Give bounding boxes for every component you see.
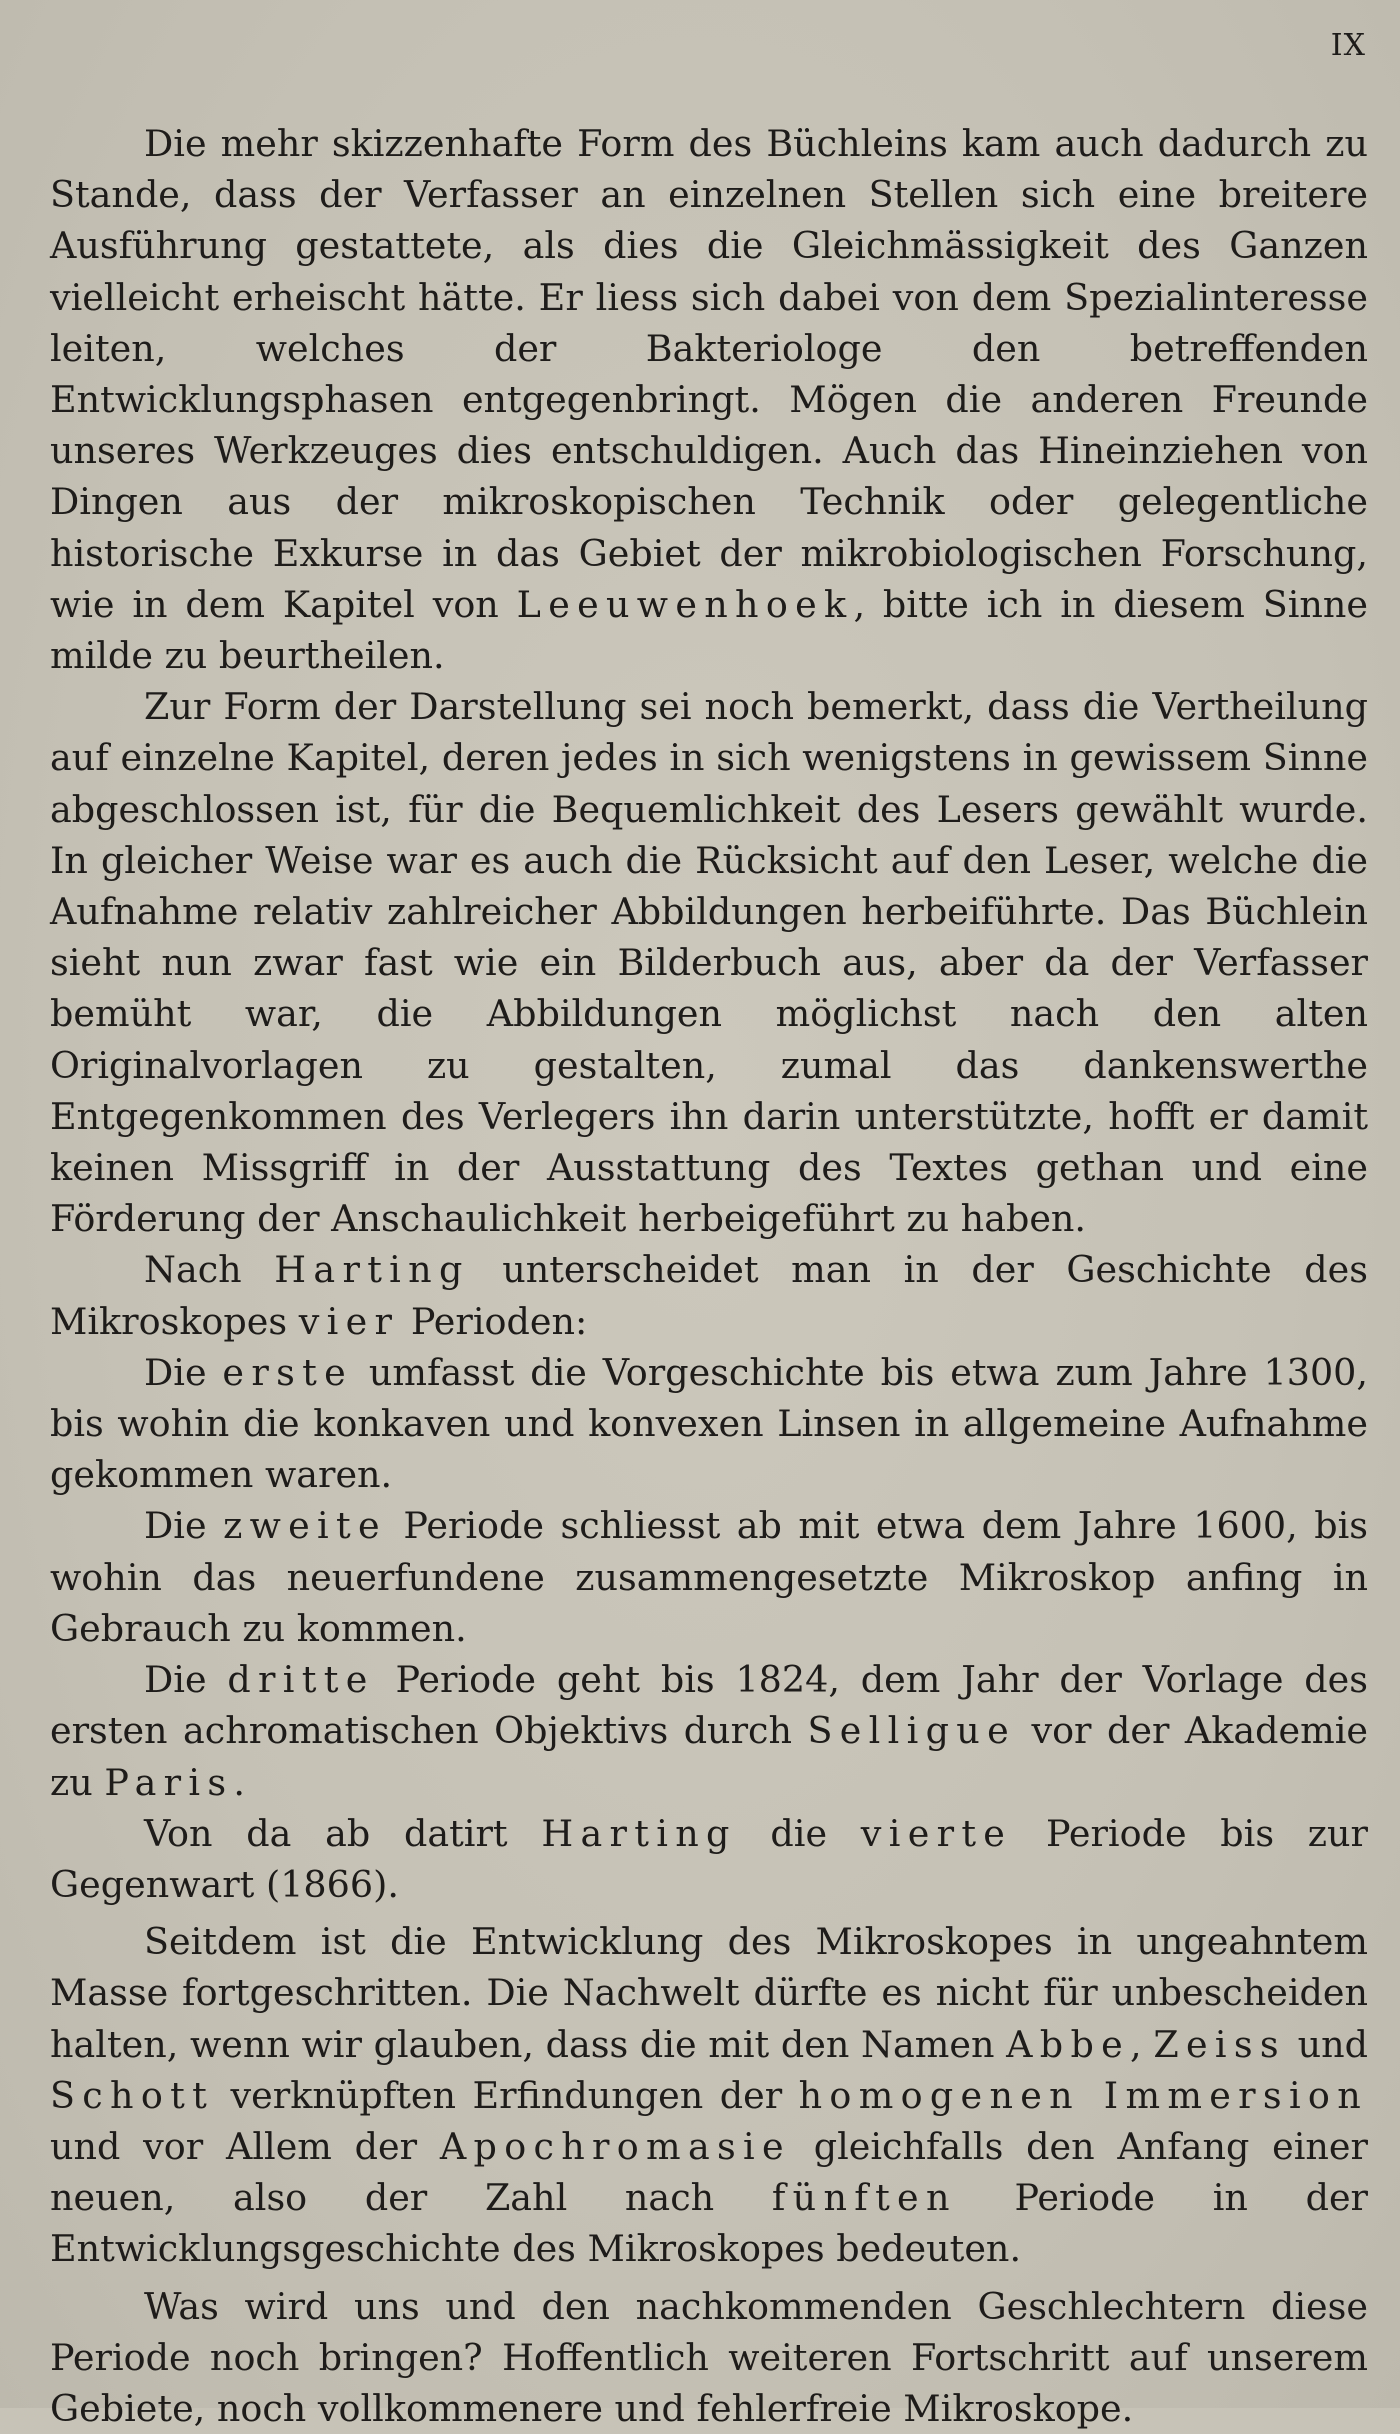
emphasized-text: Selligue xyxy=(807,1709,1016,1753)
emphasized-text: zweite xyxy=(223,1504,387,1548)
emphasized-text: Paris xyxy=(104,1760,234,1804)
text-run: Die mehr skizzenhafte Form des Büchleins kam auch dadurch zu Stande, dass der Verfasser an einzelnen Stellen sich eine breitere Ausführung gestattete, als dies die Gleichmässigkeit des Ganzen vielleicht erheischt hätte. Er liess sich dabei von dem Spezialinteresse leiten, welches der Bakteriologe den betreffenden Entwicklungsphasen entgegenbringt. Mögen die anderen Freunde unseres Werkzeuges dies entschuldigen. Auch das Hineinziehen von Dingen aus der mikroskopischen Technik oder gelegentliche historische Exkurse in das Gebiet der mikrobiologischen Forschung, wie in dem Kapitel von xyxy=(50,122,1368,626)
text-run: Zur Form der Darstellung sei noch bemerkt, dass die Vertheilung auf einzelne Kapitel, deren jedes in sich wenigstens in gewissem Sinne abgeschlossen ist, für die Bequemlichkeit des Lesers gewählt wurde. In gleicher Weise war es auch die Rücksicht auf den Leser, welche die Aufnahme relativ zahlreicher Abbildungen herbeiführte. Das Büchlein sieht nun zwar fast wie ein Bilderbuch aus, aber da der Verfasser bemüht war, die Abbildungen möglichst nach den alten Originalvorlagen zu gestalten, zumal das dankenswerthe Entgegenkommen des Verlegers ihn darin unterstützte, hofft er damit keinen Missgriff in der Ausstattung des Textes gethan und eine Förderung der Anschaulichkeit herbeigeführt zu haben. xyxy=(50,685,1368,1241)
emphasized-text: Harting xyxy=(274,1248,470,1292)
text-run: , xyxy=(1130,2022,1154,2066)
text-run: verknüpften Erfindungen der xyxy=(214,2073,799,2117)
text-run: und xyxy=(1285,2022,1368,2066)
emphasized-text: Abbe xyxy=(1006,2022,1131,2066)
text-run: die xyxy=(736,1811,861,1855)
text-run: vor der Akademie zu xyxy=(50,1709,1368,1804)
paragraph xyxy=(50,1808,1368,1910)
text-run: Von da ab datirt xyxy=(144,1811,542,1855)
text-run: und vor Allem der xyxy=(50,2124,440,2168)
text-run: Die xyxy=(144,1504,224,1548)
paragraph xyxy=(50,118,1368,681)
text-run: Periode in der Entwicklungsgeschichte des Mikroskopes bedeuten. xyxy=(50,2176,1369,2271)
text-run: unterscheidet man in der Geschichte des Mikroskopes xyxy=(50,1248,1368,1343)
emphasized-text: fünften xyxy=(771,2176,957,2220)
paragraph xyxy=(50,1654,1368,1808)
text-run: Periode bis zur Gegenwart (1866). xyxy=(50,1811,1368,1906)
emphasized-text: homogenen Immersion xyxy=(798,2073,1368,2117)
emphasized-text: Leeuwenhoek xyxy=(516,582,854,626)
text-run: Nach xyxy=(144,1248,275,1292)
text-run: umfasst die Vorgeschichte bis etwa zum Jahre 1300, bis wohin die konkaven und konvexen Linsen in allgemeine Aufnahme gekommen waren. xyxy=(50,1350,1368,1497)
paragraph xyxy=(50,1916,1368,2274)
text-run: Die xyxy=(144,1350,223,1394)
paragraph xyxy=(50,1347,1368,1501)
paragraph xyxy=(50,1244,1368,1346)
text-run: Was wird uns und den nachkommenden Geschlechtern diese Periode noch bringen? Hoffentlich weiteren Fortschritt auf unserem Gebiete, noch vollkommenere und fehlerfreie Mikroskope. xyxy=(50,2284,1368,2430)
emphasized-text: dritte xyxy=(227,1658,375,1702)
paragraph xyxy=(50,681,1368,1244)
text-run: Seitdem ist die Entwicklung des Mikroskopes in ungeahntem Masse fortgeschritten. Die Nachwelt dürfte es nicht für unbescheiden halten, wenn wir glauben, dass die mit den Namen xyxy=(50,1920,1368,2066)
emphasized-text: Apochromasie xyxy=(439,2124,791,2168)
paragraph xyxy=(50,2281,1368,2434)
emphasized-text: vier xyxy=(298,1299,400,1343)
text-run: Die xyxy=(144,1658,228,1702)
text-run: . xyxy=(233,1760,245,1804)
emphasized-text: Harting xyxy=(541,1811,737,1855)
text-run: , bitte ich in diesem Sinne milde zu beurtheilen. xyxy=(50,582,1368,678)
emphasized-text: Schott xyxy=(50,2073,215,2117)
text-run: Perioden: xyxy=(399,1299,588,1343)
text-run: gleichfalls den Anfang einer neuen, also der Zahl nach xyxy=(50,2124,1368,2220)
page-number: IX xyxy=(1330,28,1366,63)
emphasized-text: Zeiss xyxy=(1153,2022,1286,2066)
text-run: Periode schliesst ab mit etwa dem Jahre 1600, bis wohin das neuerfundene zusammengesetzte Mikroskop anfing in Gebrauch zu kommen. xyxy=(50,1504,1369,1650)
body-text xyxy=(50,118,1368,2434)
emphasized-text: vierte xyxy=(860,1811,1013,1855)
text-run: Periode geht bis 1824, dem Jahr der Vorlage des ersten achromatischen Objektivs durch xyxy=(50,1658,1368,1753)
emphasized-text: erste xyxy=(222,1350,353,1394)
paragraph xyxy=(50,1500,1368,1654)
